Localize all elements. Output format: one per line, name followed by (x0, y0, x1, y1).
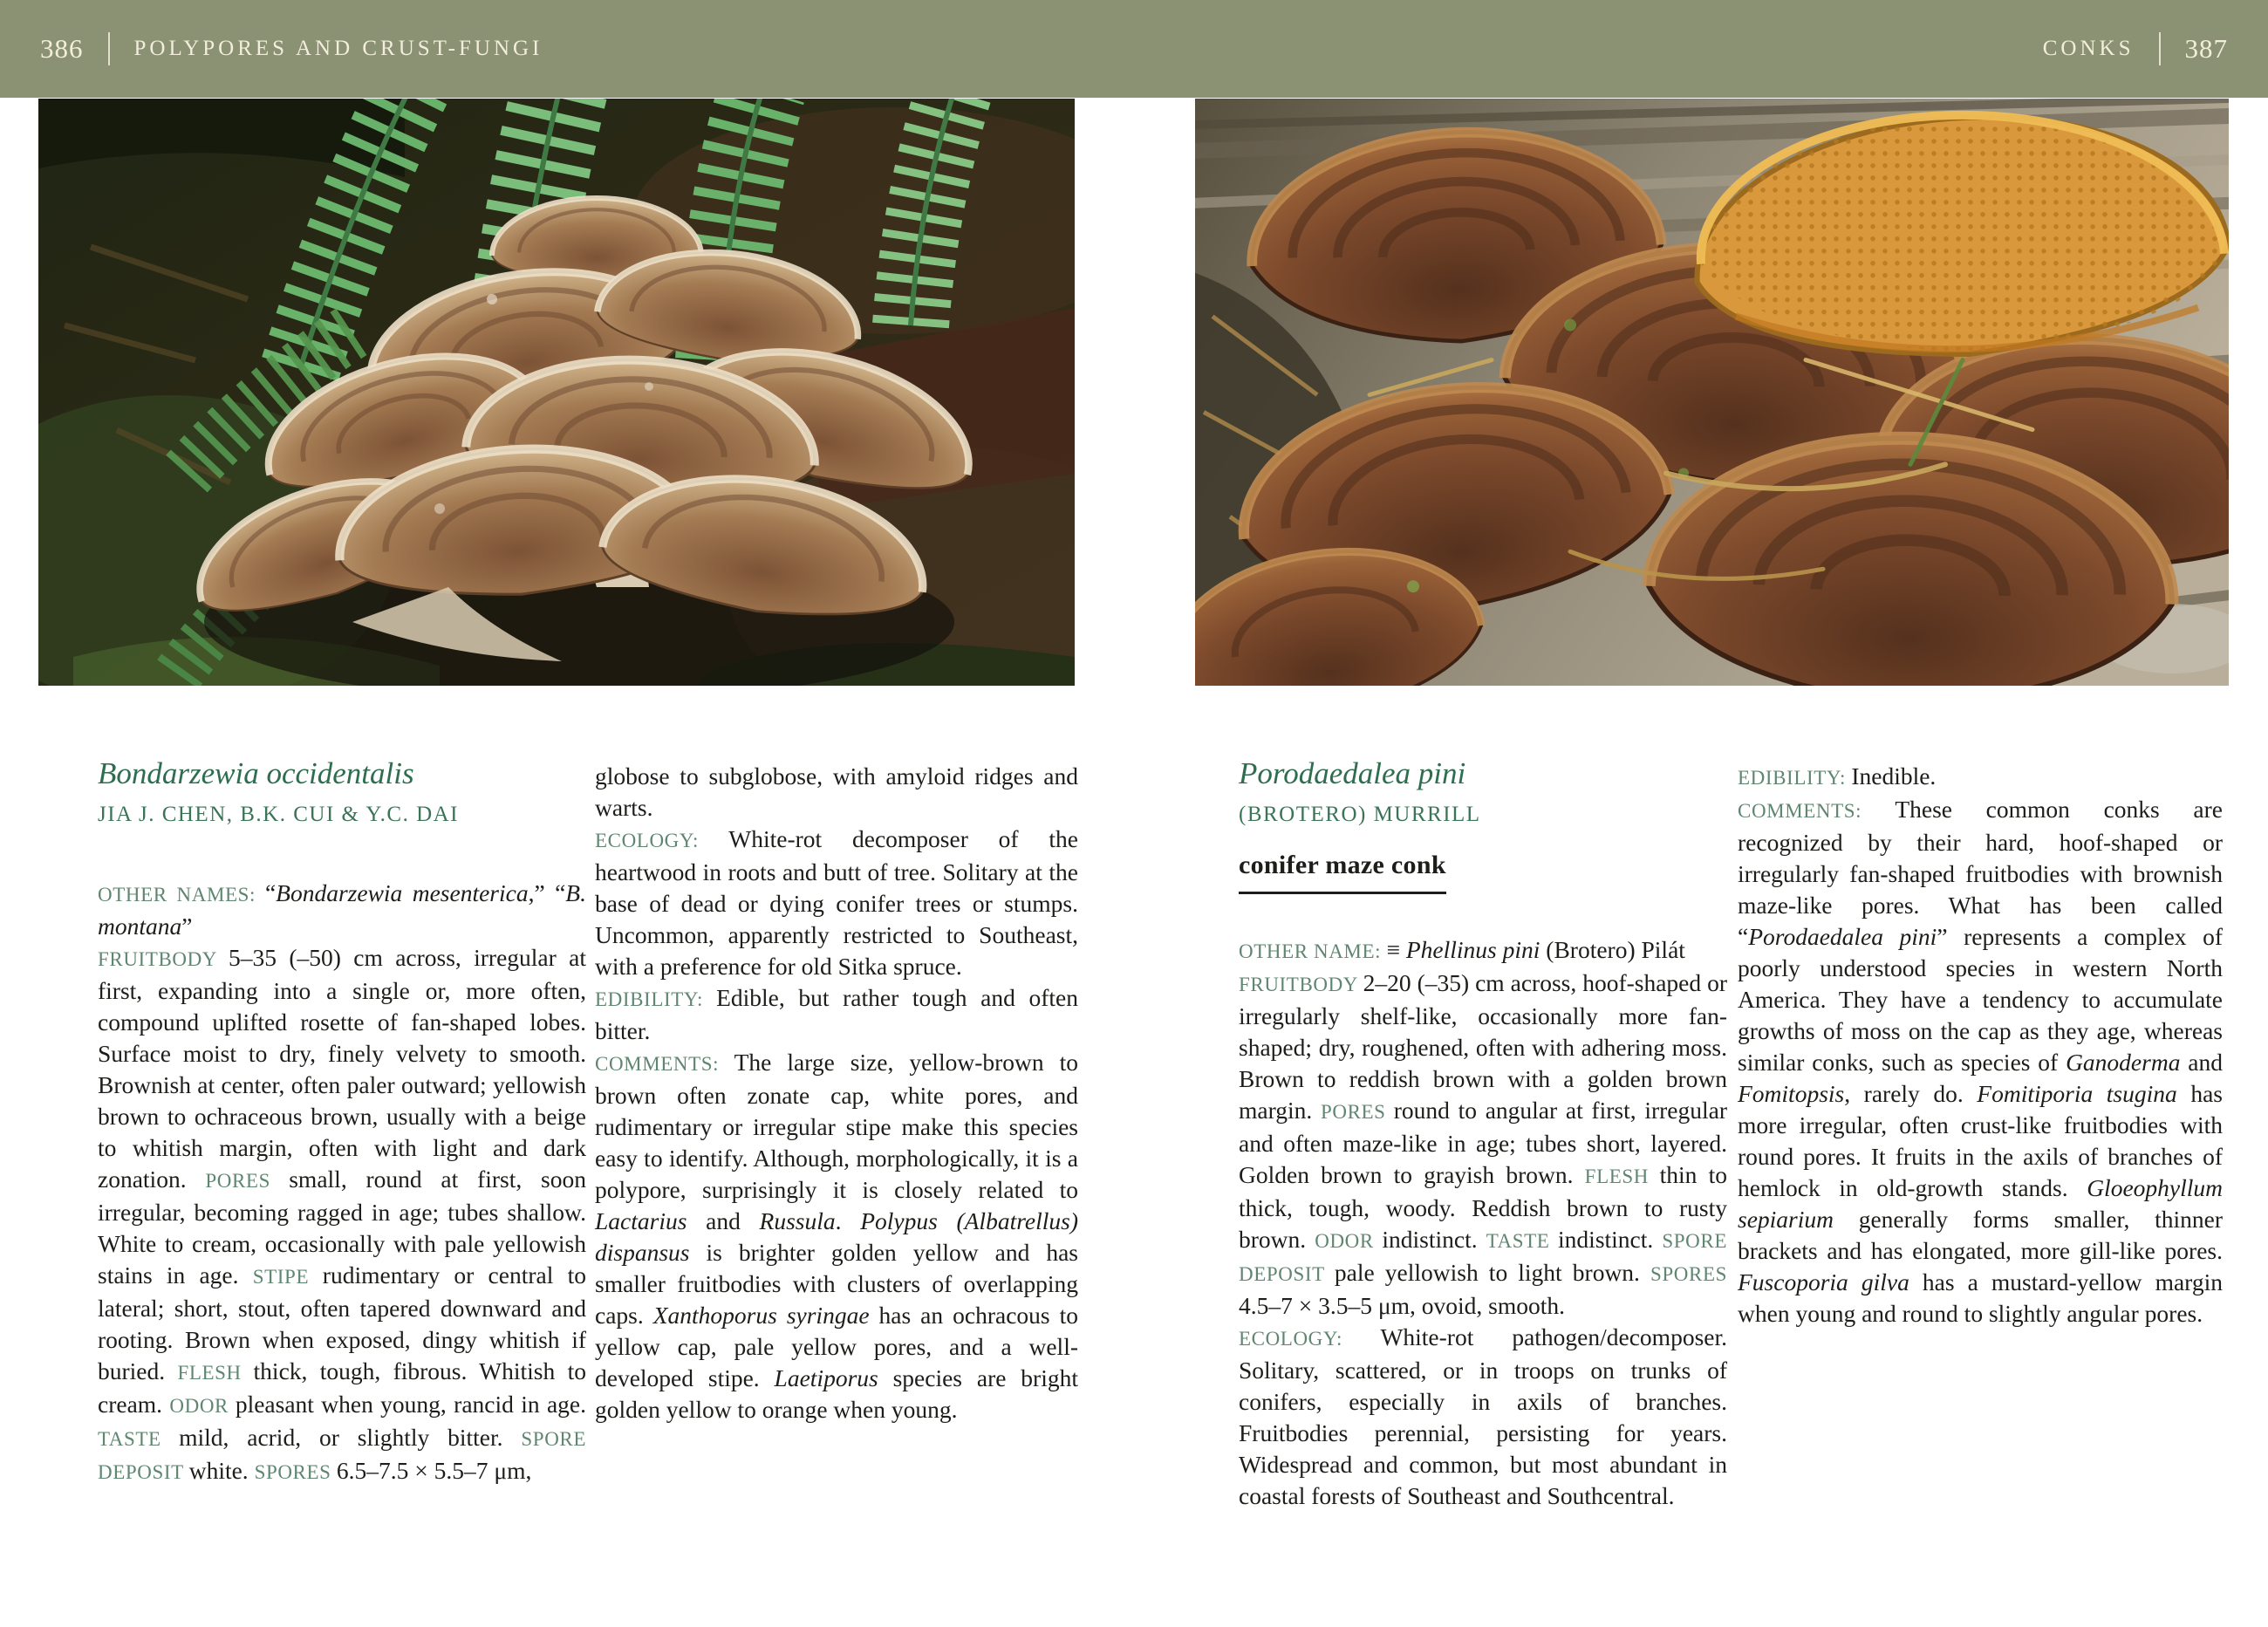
header-separator (108, 32, 110, 65)
photo-porodaedalea-pini (1195, 99, 2229, 686)
left-page-column-2 (595, 761, 1078, 1425)
species-authority-bondarzewia: JIA J. CHEN, B.K. CUI & Y.C. DAI (98, 803, 460, 826)
photo-right-illustration (1195, 99, 2229, 686)
page-number-right: 387 (2184, 33, 2228, 64)
right-page-column-1 (1239, 755, 1727, 1512)
species-description-col1: OTHER NAMES: “Bondarzewia mesenterica,” “B. montana” FRUITBODY 5–35 (–50) cm across, irregular at first, expanding into a single or, more often, compound uplifted rosette of fan-shaped lobes. Surface moist to dry, finely velvety to smooth. Brownish at center, often paler outward; yellowish brown to ochraceous brown, usually with a beige to whitish margin, often with light and dark zonation. PORES small, round at first, soon irregular, becoming ragged in age; tubes shallow. White to cream, occasionally with pale yellowish stains in age. STIPE rudimentary or central to lateral; short, stout, often tapered downward and rooting. Brown when exposed, dingy whitish if buried. FLESH thick, tough, fibrous. Whitish to cream. ODOR pleasant when young, rancid in age. TASTE mild, acrid, or slightly bitter. SPORE DEPOSIT white. SPORES 6.5–7.5 × 5.5–7 μm, (98, 879, 587, 1484)
species-description-col3: OTHER NAME: ≡ Phellinus pini (Brotero) Pilát FRUITBODY 2–20 (–35) cm across, hoof-shaped or irregularly shelf-like, occasionally more fan-shaped; dry, roughened, often with adhering moss. Brown to reddish brown with a golden brown margin. PORES round to angular at first, irregular and often maze-like in age; tubes short, layered. Golden brown to grayish brown. FLESH thin to thick, tough, woody. Reddish brown to rusty brown. ODOR indistinct. TASTE indistinct. SPORE DEPOSIT pale yellowish to light brown. SPORES 4.5–7 × 3.5–5 μm, ovoid, smooth. ECOLOGY: White-rot pathogen/decomposer. Solitary, scattered, or in troops on trunks of conifers, especially in axils of branches. Fruitbodies perennial, persisting for years. Widespread and common, but most abundant in coastal forests of Southeast and Southcentral. (1239, 936, 1728, 1509)
species-description-col4: EDIBILITY: Inedible. COMMENTS: These common conks are recognized by their hard, hoof-shaped or irregularly fan-shaped fruitbodies with brownish maze-like pores. What has been called “Porodaedalea pini” represents a complex of poorly understood species in western North America. They have a tendency to accumulate growths of moss on the cap as they age, whereas similar conks, such as species of Ganoderma and Fomitopsis, rarely do. Fomitiporia tsugina has more irregular, often crust-like fruitbodies with round pores. It fruits in the axils of branches of hemlock in old-growth stands. Gloeophyllum sepiarium generally forms smaller, thinner brackets and has elongated, more gill-like pores. Fuscoporia gilva has a mustard-yellow margin when young and round to slightly angular pores. (1738, 762, 2223, 1327)
header-right (2043, 0, 2228, 98)
common-name-conifer-maze-conk: conifer maze conk (1239, 850, 1446, 894)
photo-left-illustration (38, 99, 1075, 686)
section-title-right: CONKS (2042, 37, 2135, 60)
running-header-bar (0, 0, 2268, 98)
left-page-column-1 (98, 755, 586, 1488)
header-separator (2159, 32, 2161, 65)
page-number-left: 386 (40, 33, 84, 64)
species-authority-porodaedalea: (BROTERO) MURRILL (1239, 803, 1481, 826)
header-left (40, 0, 543, 98)
species-description-col2: globose to subglobose, with amyloid ridges and warts. ECOLOGY: White-rot decomposer of the heartwood in roots and butt of tree. Solitary at the base of dead or dying conifer trees or stumps. Uncommon, apparently restricted to Southeast, with a preference for old Sitka spruce. EDIBILITY: Edible, but rather tough and often bitter. COMMENTS: The large size, yellow-brown to brown often zonate cap, white pores, and rudimentary or irregular stipe make this species easy to identify. Although, morphologically, it is a polypore, surprisingly it is closely related to Lactarius and Russula. Polypus (Albatrellus) dispansus is brighter golden yellow and has smaller fruitbodies with clusters of overlapping caps. Xanthoporus syringae has an ochracous to yellow cap, pale yellow pores, and a well-developed stipe. Laetiporus species are bright golden yellow to orange when young. (595, 762, 1078, 1423)
species-title-bondarzewia: Bondarzewia occidentalis (98, 756, 414, 790)
section-title-left: POLYPORES AND CRUST-FUNGI (133, 37, 543, 60)
species-title-porodaedalea: Porodaedalea pini (1239, 756, 1466, 790)
right-page-column-2 (1738, 761, 2223, 1330)
photo-bondarzewia-occidentalis (38, 99, 1075, 686)
